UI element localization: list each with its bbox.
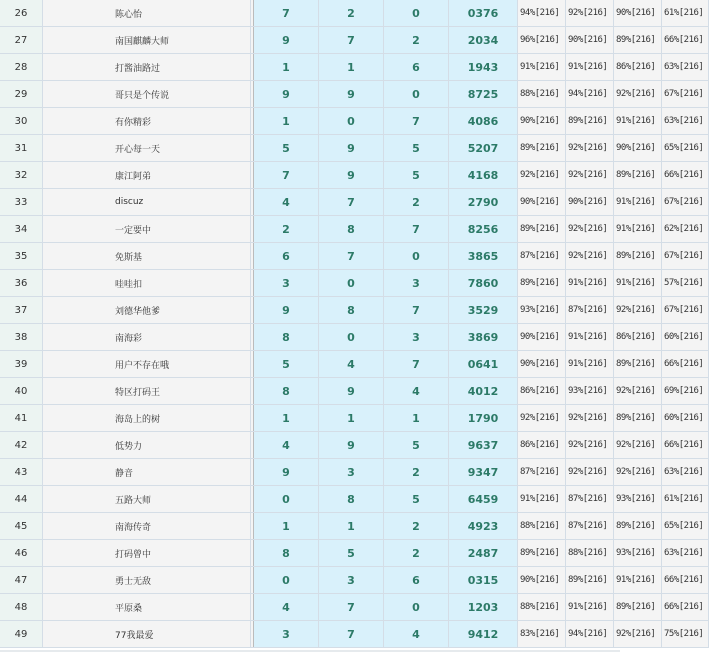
digit-3-cell: 0 [384, 243, 449, 270]
digit-1-cell: 1 [254, 513, 319, 540]
table-row [0, 459, 709, 486]
rate-1-cell: 87%[216] [518, 243, 566, 270]
table-row [0, 0, 709, 27]
rate-3-cell: 92%[216] [614, 81, 662, 108]
rate-2-cell: 91%[216] [566, 54, 614, 81]
rank-cell: 31 [0, 135, 43, 162]
number-cell: 6459 [449, 486, 518, 513]
rate-4-cell: 66%[216] [662, 351, 709, 378]
digit-2-cell: 8 [319, 297, 384, 324]
rate-3-cell: 91%[216] [614, 216, 662, 243]
rank-cell: 30 [0, 108, 43, 135]
rate-2-cell: 92%[216] [566, 432, 614, 459]
rank-cell: 36 [0, 270, 43, 297]
rate-2-cell: 92%[216] [566, 405, 614, 432]
rate-2-cell: 87%[216] [566, 513, 614, 540]
rate-1-cell: 90%[216] [518, 108, 566, 135]
digit-2-cell: 0 [319, 324, 384, 351]
table-row [0, 513, 709, 540]
digit-2-cell: 3 [319, 567, 384, 594]
digit-3-cell: 7 [384, 216, 449, 243]
rate-2-cell: 94%[216] [566, 621, 614, 648]
digit-3-cell: 2 [384, 27, 449, 54]
rank-cell: 45 [0, 513, 43, 540]
rate-1-cell: 89%[216] [518, 540, 566, 567]
digit-2-cell: 4 [319, 351, 384, 378]
digit-3-cell: 5 [384, 486, 449, 513]
number-cell: 0641 [449, 351, 518, 378]
rate-4-cell: 66%[216] [662, 567, 709, 594]
digit-3-cell: 3 [384, 270, 449, 297]
rank-cell: 34 [0, 216, 43, 243]
digit-2-cell: 8 [319, 216, 384, 243]
rank-cell: 41 [0, 405, 43, 432]
table-row [0, 594, 709, 621]
digit-1-cell: 1 [254, 54, 319, 81]
rate-3-cell: 86%[216] [614, 324, 662, 351]
rate-4-cell: 63%[216] [662, 54, 709, 81]
rate-4-cell: 66%[216] [662, 594, 709, 621]
digit-1-cell: 7 [254, 0, 319, 27]
rate-1-cell: 92%[216] [518, 405, 566, 432]
table-row [0, 270, 709, 297]
table-row [0, 432, 709, 459]
digit-1-cell: 1 [254, 405, 319, 432]
digit-2-cell: 2 [319, 0, 384, 27]
digit-2-cell: 9 [319, 432, 384, 459]
number-cell: 2487 [449, 540, 518, 567]
table-row [0, 243, 709, 270]
digit-2-cell: 1 [319, 513, 384, 540]
rate-1-cell: 86%[216] [518, 432, 566, 459]
rate-2-cell: 90%[216] [566, 27, 614, 54]
rate-2-cell: 89%[216] [566, 108, 614, 135]
rank-cell: 46 [0, 540, 43, 567]
rank-cell: 40 [0, 378, 43, 405]
digit-3-cell: 7 [384, 351, 449, 378]
digit-1-cell: 9 [254, 27, 319, 54]
digit-2-cell: 0 [319, 270, 384, 297]
rate-2-cell: 92%[216] [566, 0, 614, 27]
rate-4-cell: 60%[216] [662, 405, 709, 432]
rate-2-cell: 88%[216] [566, 540, 614, 567]
digit-3-cell: 6 [384, 54, 449, 81]
number-cell: 4012 [449, 378, 518, 405]
rate-4-cell: 61%[216] [662, 0, 709, 27]
digit-3-cell: 3 [384, 324, 449, 351]
rate-2-cell: 93%[216] [566, 378, 614, 405]
rate-4-cell: 67%[216] [662, 243, 709, 270]
number-cell: 5207 [449, 135, 518, 162]
digit-2-cell: 7 [319, 621, 384, 648]
player-name-cell: 陈心怡 [43, 0, 251, 27]
digit-1-cell: 2 [254, 216, 319, 243]
rate-2-cell: 92%[216] [566, 162, 614, 189]
rate-2-cell: 92%[216] [566, 135, 614, 162]
player-name-cell: 哇哇扣 [43, 270, 251, 297]
digit-3-cell: 2 [384, 513, 449, 540]
rate-1-cell: 88%[216] [518, 594, 566, 621]
digit-2-cell: 5 [319, 540, 384, 567]
digit-3-cell: 2 [384, 189, 449, 216]
digit-3-cell: 0 [384, 0, 449, 27]
table-row [0, 378, 709, 405]
rank-cell: 42 [0, 432, 43, 459]
rate-1-cell: 90%[216] [518, 351, 566, 378]
rate-3-cell: 90%[216] [614, 135, 662, 162]
rate-3-cell: 89%[216] [614, 27, 662, 54]
rate-4-cell: 63%[216] [662, 540, 709, 567]
player-name-cell: 77我最爱 [43, 621, 251, 648]
table-row [0, 135, 709, 162]
table-row [0, 405, 709, 432]
digit-1-cell: 8 [254, 540, 319, 567]
table-row [0, 351, 709, 378]
rate-4-cell: 75%[216] [662, 621, 709, 648]
digit-2-cell: 7 [319, 27, 384, 54]
number-cell: 7860 [449, 270, 518, 297]
number-cell: 9347 [449, 459, 518, 486]
rate-1-cell: 88%[216] [518, 513, 566, 540]
digit-3-cell: 2 [384, 540, 449, 567]
rate-2-cell: 92%[216] [566, 459, 614, 486]
digit-1-cell: 1 [254, 108, 319, 135]
player-name-cell: 开心每一天 [43, 135, 251, 162]
player-name-cell: discuz [43, 189, 251, 216]
digit-2-cell: 7 [319, 189, 384, 216]
rate-3-cell: 92%[216] [614, 297, 662, 324]
number-cell: 1203 [449, 594, 518, 621]
rate-2-cell: 92%[216] [566, 243, 614, 270]
table-row [0, 162, 709, 189]
rank-cell: 39 [0, 351, 43, 378]
digit-3-cell: 2 [384, 459, 449, 486]
rate-2-cell: 87%[216] [566, 486, 614, 513]
digit-1-cell: 6 [254, 243, 319, 270]
rate-3-cell: 89%[216] [614, 162, 662, 189]
digit-1-cell: 0 [254, 567, 319, 594]
digit-2-cell: 7 [319, 243, 384, 270]
number-cell: 2790 [449, 189, 518, 216]
digit-1-cell: 4 [254, 432, 319, 459]
rate-1-cell: 92%[216] [518, 162, 566, 189]
rate-4-cell: 57%[216] [662, 270, 709, 297]
digit-2-cell: 9 [319, 81, 384, 108]
digit-2-cell: 8 [319, 486, 384, 513]
rate-1-cell: 90%[216] [518, 189, 566, 216]
rank-cell: 28 [0, 54, 43, 81]
rate-3-cell: 91%[216] [614, 108, 662, 135]
digit-2-cell: 9 [319, 162, 384, 189]
digit-2-cell: 1 [319, 405, 384, 432]
rank-cell: 47 [0, 567, 43, 594]
digit-1-cell: 8 [254, 324, 319, 351]
rate-3-cell: 92%[216] [614, 432, 662, 459]
digit-1-cell: 4 [254, 189, 319, 216]
digit-3-cell: 0 [384, 594, 449, 621]
rate-3-cell: 92%[216] [614, 621, 662, 648]
rate-3-cell: 93%[216] [614, 540, 662, 567]
rate-1-cell: 94%[216] [518, 0, 566, 27]
rate-3-cell: 89%[216] [614, 405, 662, 432]
table-row [0, 297, 709, 324]
rank-cell: 29 [0, 81, 43, 108]
rate-3-cell: 92%[216] [614, 378, 662, 405]
rate-1-cell: 83%[216] [518, 621, 566, 648]
digit-3-cell: 1 [384, 405, 449, 432]
table-row [0, 324, 709, 351]
rank-cell: 35 [0, 243, 43, 270]
number-cell: 9412 [449, 621, 518, 648]
digit-1-cell: 3 [254, 621, 319, 648]
rate-1-cell: 86%[216] [518, 378, 566, 405]
number-cell: 0315 [449, 567, 518, 594]
digit-1-cell: 0 [254, 486, 319, 513]
rate-3-cell: 93%[216] [614, 486, 662, 513]
rate-3-cell: 89%[216] [614, 351, 662, 378]
player-name-cell: 南海传奇 [43, 513, 251, 540]
digit-1-cell: 9 [254, 297, 319, 324]
number-cell: 3869 [449, 324, 518, 351]
table-row [0, 189, 709, 216]
number-cell: 8725 [449, 81, 518, 108]
rate-1-cell: 89%[216] [518, 270, 566, 297]
digit-3-cell: 7 [384, 108, 449, 135]
number-cell: 9637 [449, 432, 518, 459]
digit-3-cell: 5 [384, 162, 449, 189]
digit-1-cell: 5 [254, 351, 319, 378]
player-name-cell: 刘德华他爹 [43, 297, 251, 324]
table-row [0, 54, 709, 81]
player-name-cell: 平原桑 [43, 594, 251, 621]
table-row [0, 486, 709, 513]
digit-1-cell: 3 [254, 270, 319, 297]
rate-2-cell: 91%[216] [566, 594, 614, 621]
number-cell: 8256 [449, 216, 518, 243]
digit-2-cell: 3 [319, 459, 384, 486]
rate-2-cell: 87%[216] [566, 297, 614, 324]
digit-2-cell: 9 [319, 135, 384, 162]
rate-3-cell: 91%[216] [614, 189, 662, 216]
player-name-cell: 一定要中 [43, 216, 251, 243]
digit-3-cell: 4 [384, 378, 449, 405]
number-cell: 1943 [449, 54, 518, 81]
rate-4-cell: 61%[216] [662, 486, 709, 513]
table-row [0, 27, 709, 54]
rate-2-cell: 90%[216] [566, 189, 614, 216]
digit-2-cell: 7 [319, 594, 384, 621]
digit-3-cell: 5 [384, 135, 449, 162]
rank-cell: 37 [0, 297, 43, 324]
rate-3-cell: 91%[216] [614, 270, 662, 297]
player-name-cell: 哥只是个传说 [43, 81, 251, 108]
rate-4-cell: 66%[216] [662, 162, 709, 189]
table-row [0, 540, 709, 567]
rate-1-cell: 96%[216] [518, 27, 566, 54]
rate-2-cell: 91%[216] [566, 351, 614, 378]
rate-1-cell: 87%[216] [518, 459, 566, 486]
rate-4-cell: 62%[216] [662, 216, 709, 243]
number-cell: 2034 [449, 27, 518, 54]
number-cell: 0376 [449, 0, 518, 27]
rank-cell: 26 [0, 0, 43, 27]
rank-cell: 32 [0, 162, 43, 189]
rate-1-cell: 93%[216] [518, 297, 566, 324]
digit-2-cell: 1 [319, 54, 384, 81]
rank-cell: 38 [0, 324, 43, 351]
digit-1-cell: 8 [254, 378, 319, 405]
digit-3-cell: 6 [384, 567, 449, 594]
player-name-cell: 勇士无敌 [43, 567, 251, 594]
digit-1-cell: 9 [254, 81, 319, 108]
digit-2-cell: 9 [319, 378, 384, 405]
rank-cell: 48 [0, 594, 43, 621]
rate-3-cell: 90%[216] [614, 0, 662, 27]
table-row [0, 216, 709, 243]
rate-3-cell: 89%[216] [614, 513, 662, 540]
rate-2-cell: 92%[216] [566, 216, 614, 243]
player-name-cell: 打酱油路过 [43, 54, 251, 81]
digit-3-cell: 5 [384, 432, 449, 459]
digit-1-cell: 9 [254, 459, 319, 486]
rate-4-cell: 66%[216] [662, 27, 709, 54]
player-name-cell: 康江阿弟 [43, 162, 251, 189]
player-name-cell: 海岛上的树 [43, 405, 251, 432]
rate-2-cell: 94%[216] [566, 81, 614, 108]
player-name-cell: 用户不存在哦 [43, 351, 251, 378]
rate-4-cell: 66%[216] [662, 432, 709, 459]
player-name-cell: 有你精彩 [43, 108, 251, 135]
rate-2-cell: 91%[216] [566, 324, 614, 351]
number-cell: 4086 [449, 108, 518, 135]
rate-3-cell: 89%[216] [614, 594, 662, 621]
rank-cell: 27 [0, 27, 43, 54]
rate-4-cell: 67%[216] [662, 189, 709, 216]
player-name-cell: 低势力 [43, 432, 251, 459]
rate-1-cell: 90%[216] [518, 567, 566, 594]
rank-cell: 49 [0, 621, 43, 648]
number-cell: 1790 [449, 405, 518, 432]
player-name-cell: 南海彩 [43, 324, 251, 351]
digit-2-cell: 0 [319, 108, 384, 135]
table-row [0, 567, 709, 594]
rate-2-cell: 89%[216] [566, 567, 614, 594]
rate-1-cell: 91%[216] [518, 486, 566, 513]
number-cell: 4168 [449, 162, 518, 189]
player-name-cell: 静音 [43, 459, 251, 486]
rank-cell: 44 [0, 486, 43, 513]
rate-2-cell: 91%[216] [566, 270, 614, 297]
rate-4-cell: 63%[216] [662, 108, 709, 135]
rate-4-cell: 69%[216] [662, 378, 709, 405]
rate-3-cell: 92%[216] [614, 459, 662, 486]
rate-1-cell: 89%[216] [518, 135, 566, 162]
number-cell: 4923 [449, 513, 518, 540]
rank-cell: 43 [0, 459, 43, 486]
digit-3-cell: 0 [384, 81, 449, 108]
digit-3-cell: 4 [384, 621, 449, 648]
digit-3-cell: 7 [384, 297, 449, 324]
rank-cell: 33 [0, 189, 43, 216]
digit-1-cell: 7 [254, 162, 319, 189]
player-name-cell: 免斯基 [43, 243, 251, 270]
rate-4-cell: 67%[216] [662, 81, 709, 108]
rate-1-cell: 91%[216] [518, 54, 566, 81]
digit-1-cell: 5 [254, 135, 319, 162]
digit-1-cell: 4 [254, 594, 319, 621]
rate-4-cell: 67%[216] [662, 297, 709, 324]
rate-1-cell: 90%[216] [518, 324, 566, 351]
rate-4-cell: 60%[216] [662, 324, 709, 351]
rate-3-cell: 89%[216] [614, 243, 662, 270]
rate-4-cell: 63%[216] [662, 459, 709, 486]
table-row [0, 621, 709, 648]
rate-1-cell: 89%[216] [518, 216, 566, 243]
rate-4-cell: 65%[216] [662, 135, 709, 162]
number-cell: 3865 [449, 243, 518, 270]
number-cell: 3529 [449, 297, 518, 324]
player-name-cell: 五路大师 [43, 486, 251, 513]
rate-3-cell: 86%[216] [614, 54, 662, 81]
rate-3-cell: 91%[216] [614, 567, 662, 594]
rate-4-cell: 65%[216] [662, 513, 709, 540]
rate-1-cell: 88%[216] [518, 81, 566, 108]
player-name-cell: 打码曾中 [43, 540, 251, 567]
player-name-cell: 特区打码王 [43, 378, 251, 405]
table-row [0, 108, 709, 135]
player-name-cell: 南国麒麟大师 [43, 27, 251, 54]
table-row [0, 81, 709, 108]
